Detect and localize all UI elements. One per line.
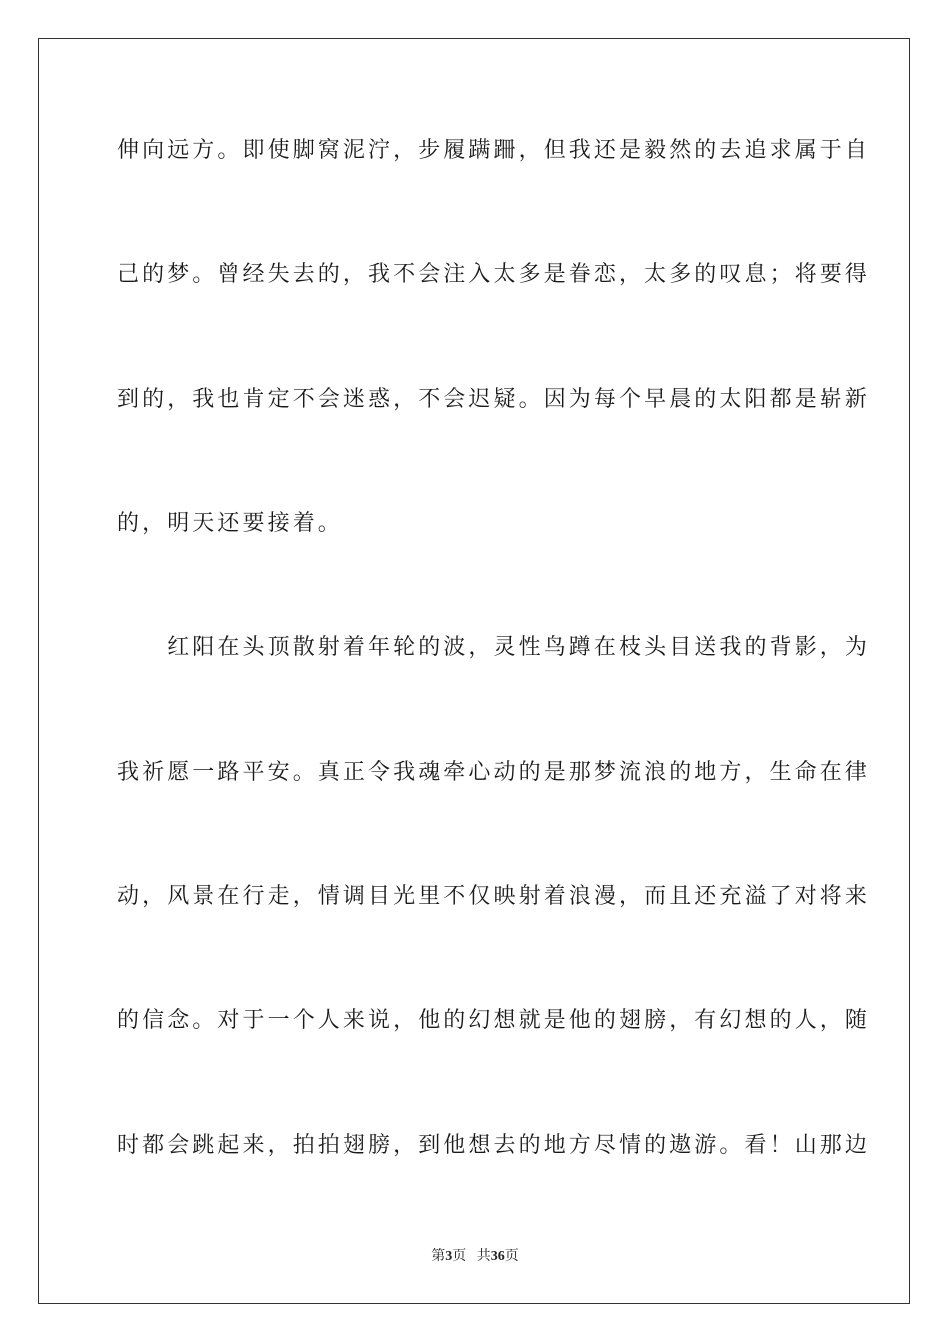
text-line: 的，明天还要接着。 xyxy=(117,511,343,536)
text-line: 时都会跳起来，拍拍翅膀，到他想去的地方尽情的遨游。看！山那边 xyxy=(117,1133,871,1158)
text-line: 的信念。对于一个人来说，他的幻想就是他的翅膀，有幻想的人，随 xyxy=(117,1008,871,1033)
page-footer xyxy=(0,1248,950,1266)
text-line: 己的梦。曾经失去的，我不会注入太多是眷恋，太多的叹息；将要得 xyxy=(117,262,871,287)
page-suffix: 页 xyxy=(452,1249,467,1264)
text-line: 伸向远方。即使脚窝泥泞，步履蹒跚，但我还是毅然的去追求属于自 xyxy=(117,138,871,163)
total-suffix: 页 xyxy=(504,1249,519,1264)
text-line: 动，风景在行走，情调目光里不仅映射着浪漫，而且还充溢了对将来 xyxy=(117,884,871,909)
page-number: 3 xyxy=(445,1249,453,1264)
total-pages: 36 xyxy=(490,1249,505,1264)
text-line: 我祈愿一路平安。真正令我魂牵心动的是那梦流浪的地方，生命在律 xyxy=(117,760,871,785)
total-prefix: 共 xyxy=(476,1249,491,1264)
text-line: 到的，我也肯定不会迷惑，不会迟疑。因为每个早晨的太阳都是崭新 xyxy=(117,387,871,412)
page-prefix: 第 xyxy=(431,1249,446,1264)
page-border xyxy=(38,38,910,1304)
text-line: 红阳在头顶散射着年轮的波，灵性鸟蹲在枝头目送我的背影，为 xyxy=(117,635,871,660)
